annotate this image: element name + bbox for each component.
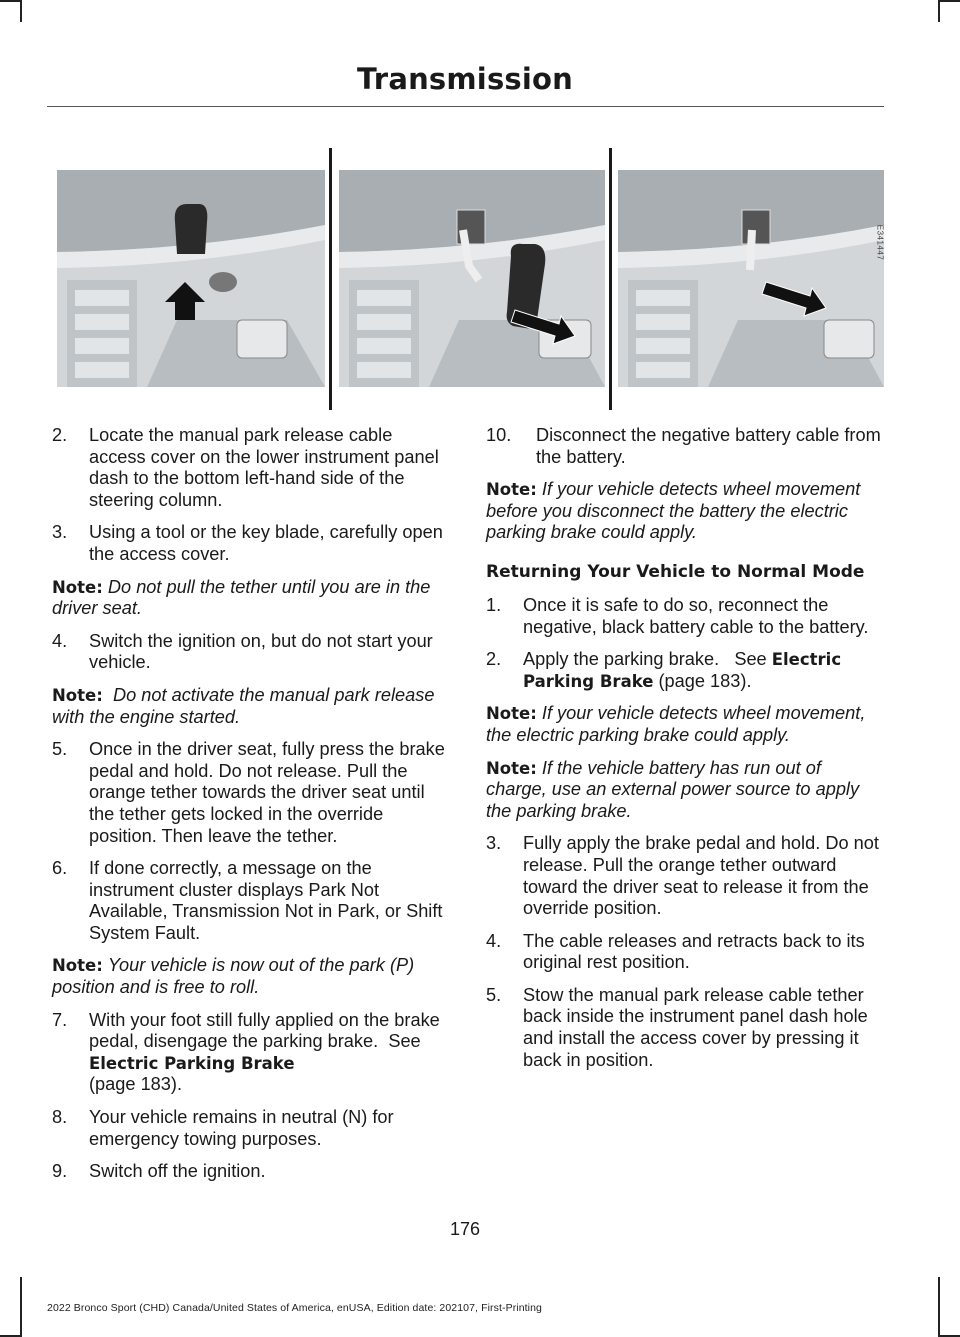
note-text: Do not activate the manual park release with the engine started.	[52, 684, 435, 727]
step-text: With your foot still fully applied on the brake pedal, disengage the parking brake.	[89, 1009, 440, 1052]
crop-mark	[20, 1277, 22, 1337]
note	[52, 685, 450, 728]
page-reference: (page 183).	[658, 670, 752, 691]
note-label: Note:	[52, 956, 103, 976]
illustration-panel-3	[618, 170, 884, 387]
step-text: Disconnect the negative battery cable from the battery.	[536, 425, 881, 467]
step-text: Switch off the ignition.	[89, 1161, 266, 1182]
crop-mark	[938, 0, 940, 22]
page-title: Transmission	[357, 62, 573, 96]
crop-mark	[938, 0, 960, 2]
figure-divider	[329, 148, 332, 410]
list-item	[486, 985, 882, 1071]
note-text: If your vehicle detects wheel movement, the electric parking brake could apply.	[486, 703, 866, 745]
right-column	[486, 425, 882, 1082]
cross-reference-link[interactable]: Electric Parking Brake	[89, 1053, 295, 1073]
step-number: 9.	[52, 1161, 68, 1182]
step-text: Stow the manual park release cable tether back inside the instrument panel dash hole and install the access cover by pressing it back in position.	[523, 984, 868, 1070]
left-column	[52, 425, 450, 1194]
note-text: If the vehicle battery has run out of charge, use an external power source to apply the parking brake.	[486, 757, 860, 821]
note	[486, 758, 882, 823]
crop-mark	[20, 0, 22, 22]
list-item	[52, 1107, 450, 1150]
list-item	[486, 931, 882, 974]
step-number: 5.	[52, 739, 68, 760]
list-item	[52, 631, 450, 674]
cross-reference-link[interactable]: Electric Parking Brake	[523, 650, 842, 691]
step-text: If done correctly, a message on the instrument cluster displays Park Not Available, Transmission Not in Park, or Shift System Fault.	[89, 858, 443, 943]
step-text: Once it is safe to do so, reconnect the negative, black battery cable to the battery.	[523, 594, 869, 637]
illustration-panel-1	[57, 170, 325, 387]
step-text: Using a tool or the key blade, carefully open the access cover.	[89, 522, 443, 564]
note	[52, 577, 450, 620]
list-item	[486, 833, 882, 919]
list-item	[52, 425, 450, 511]
title-divider	[47, 106, 884, 107]
illustration-panel-2	[339, 170, 605, 387]
list-item	[486, 649, 882, 692]
step-number: 4.	[486, 930, 502, 951]
step-text: Fully apply the brake pedal and hold. Do not release. Pull the orange tether outward toward the driver seat to release it from the override position.	[523, 833, 879, 919]
figure-divider	[609, 148, 612, 410]
list-item	[52, 1161, 450, 1183]
access-cover-location-drawing	[57, 170, 325, 387]
note-label: Note:	[486, 758, 537, 778]
pull-tether-drawing	[618, 170, 884, 387]
step-text: Your vehicle remains in neutral (N) for emergency towing purposes.	[89, 1107, 394, 1149]
note-text: Do not pull the tether until you are in the driver seat.	[52, 576, 431, 619]
list-item	[52, 858, 450, 944]
manual-park-release-illustration	[57, 148, 884, 410]
section-heading: Returning Your Vehicle to Normal Mode	[486, 561, 865, 582]
step-number: 5.	[486, 984, 502, 1005]
step-number: 7.	[52, 1009, 68, 1030]
note	[486, 479, 882, 544]
list-item	[52, 739, 450, 847]
step-number: 6.	[52, 858, 68, 879]
see-text: See	[734, 649, 767, 670]
list-item	[486, 425, 882, 468]
step-text: Apply the parking brake.	[523, 649, 720, 670]
step-number: 3.	[486, 833, 502, 854]
note-label: Note:	[486, 704, 537, 724]
figure-code: E341447	[875, 224, 885, 261]
step-number: 2.	[52, 425, 68, 445]
step-number: 2.	[486, 649, 502, 670]
list-item	[486, 595, 882, 638]
crop-mark	[0, 0, 22, 2]
page-reference: (page 183).	[89, 1074, 183, 1095]
step-text: Once in the driver seat, fully press the brake pedal and hold. Do not release. Pull the orange tether towards the driver seat until the tether gets locked in the override position. Then leave the tether.	[89, 739, 445, 846]
list-item	[52, 1010, 450, 1096]
note-text: Your vehicle is now out of the park (P) position and is free to roll.	[52, 955, 415, 998]
note-label: Note:	[486, 480, 537, 500]
crop-mark	[938, 1277, 940, 1337]
list-item	[52, 522, 450, 565]
note-text: If your vehicle detects wheel movement before you disconnect the battery the electric parking brake could apply.	[486, 479, 861, 543]
note-label: Note:	[52, 577, 103, 597]
step-number: 4.	[52, 630, 68, 651]
page-number: 176	[449, 1219, 481, 1239]
note-label: Note:	[52, 685, 103, 705]
note	[486, 703, 882, 746]
step-text: Locate the manual park release cable access cover on the lower instrument panel dash to the bottom left-hand side of the steering column.	[89, 425, 439, 510]
step-text: The cable releases and retracts back to its original rest position.	[523, 930, 865, 973]
step-number: 1.	[486, 594, 502, 615]
step-number: 10.	[486, 425, 512, 445]
step-number: 8.	[52, 1107, 68, 1128]
step-number: 3.	[52, 522, 68, 543]
open-cover-drawing	[339, 170, 605, 387]
step-text: Switch the ignition on, but do not start your vehicle.	[89, 630, 433, 673]
note	[52, 955, 450, 998]
see-text: See	[388, 1031, 421, 1052]
footer-edition-info: 2022 Bronco Sport (CHD) Canada/United States of America, enUSA, Edition date: 202107, First-Printing	[47, 1302, 542, 1314]
